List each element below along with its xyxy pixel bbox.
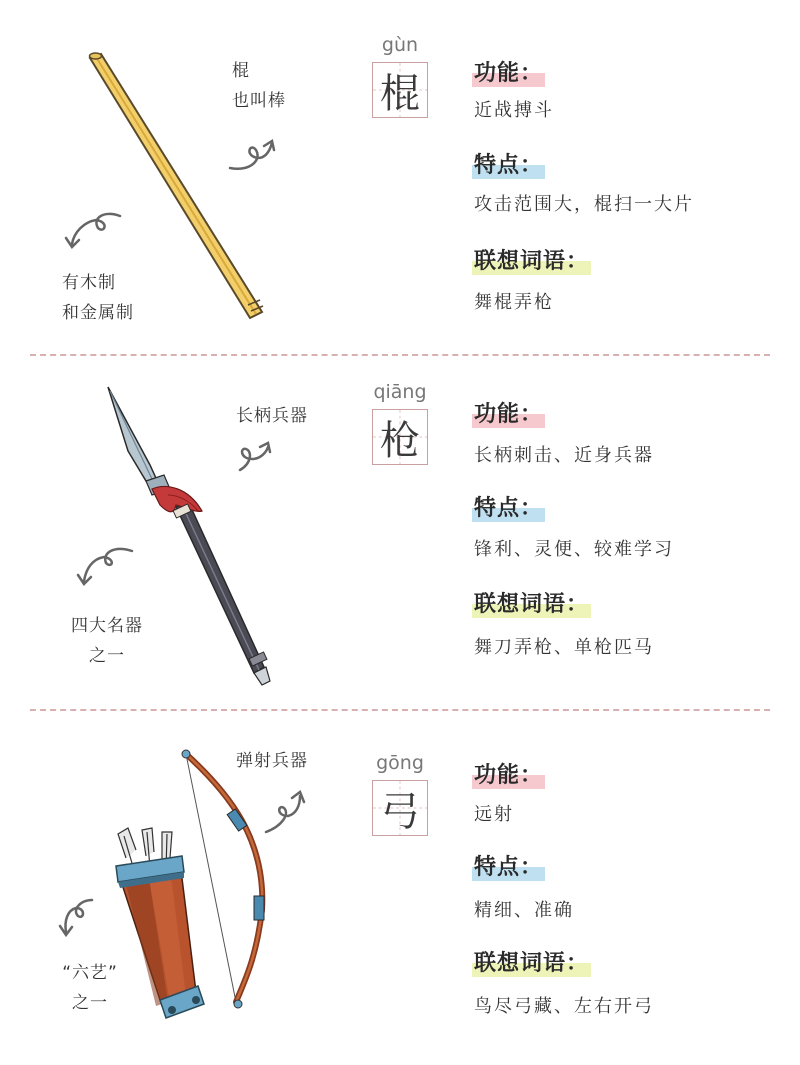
function-value: 近战搏斗 xyxy=(474,100,554,121)
association-value: 舞刀弄枪、单枪匹马 xyxy=(474,637,654,658)
feature-value: 攻击范围大，棍扫一大片 xyxy=(474,194,694,215)
feature-value: 精细、准确 xyxy=(474,900,574,921)
staff-illustration xyxy=(0,0,340,355)
curly-arrow-icon xyxy=(266,792,304,832)
note-line: “六艺” xyxy=(62,963,118,983)
note-spear-type xyxy=(236,401,308,431)
character-box xyxy=(372,780,428,836)
bow-icon xyxy=(182,750,264,1008)
note-line: 棍 xyxy=(232,61,250,81)
note-line: 有木制 xyxy=(62,273,116,293)
association-value: 舞棍弄枪 xyxy=(474,292,554,313)
function-value: 远射 xyxy=(474,804,514,825)
note-line: 长柄兵器 xyxy=(236,406,308,426)
character-box xyxy=(372,62,428,118)
feature-label: 特点： xyxy=(472,850,545,881)
weapon-section-gong xyxy=(0,710,800,1065)
association-label: 联想词语： xyxy=(472,946,591,977)
function-label: 功能： xyxy=(472,56,545,87)
curly-arrow-icon xyxy=(66,214,120,247)
pinyin: gùn xyxy=(381,34,419,56)
note-line: 之一 xyxy=(72,993,108,1013)
association-label: 联想词语： xyxy=(472,587,591,618)
character: 棍 xyxy=(380,70,420,117)
note-staff-material xyxy=(62,268,134,328)
note-line: 之一 xyxy=(89,646,125,666)
note-line: 四大名器 xyxy=(71,616,143,636)
function-label: 功能： xyxy=(472,397,545,428)
weapon-section-qiang xyxy=(0,355,800,710)
note-staff-name xyxy=(232,56,286,116)
pinyin: gōng xyxy=(376,752,424,774)
association-value: 鸟尽弓藏、左右开弓 xyxy=(474,996,654,1017)
character: 枪 xyxy=(380,417,420,464)
character: 弓 xyxy=(380,788,420,835)
note-spear-rank xyxy=(62,611,152,671)
curly-arrow-icon xyxy=(78,549,132,584)
feature-label: 特点： xyxy=(472,491,545,522)
association-label: 联想词语： xyxy=(472,244,591,275)
character-box xyxy=(372,409,428,465)
curly-arrow-icon xyxy=(60,900,92,935)
function-label: 功能： xyxy=(472,758,545,789)
note-line: 和金属制 xyxy=(62,303,134,323)
weapon-section-gun xyxy=(0,0,800,355)
note-bow-type xyxy=(236,746,308,776)
curly-arrow-icon xyxy=(240,443,270,470)
feature-value: 锋利、灵便、较难学习 xyxy=(474,539,674,560)
pinyin: qiāng xyxy=(373,381,427,403)
function-value: 长柄刺击、近身兵器 xyxy=(474,445,654,466)
note-line: 弹射兵器 xyxy=(236,751,308,771)
note-bow-arts xyxy=(40,958,140,1018)
feature-label: 特点： xyxy=(472,148,545,179)
note-line: 也叫棒 xyxy=(232,91,286,111)
curly-arrow-icon xyxy=(230,141,274,169)
